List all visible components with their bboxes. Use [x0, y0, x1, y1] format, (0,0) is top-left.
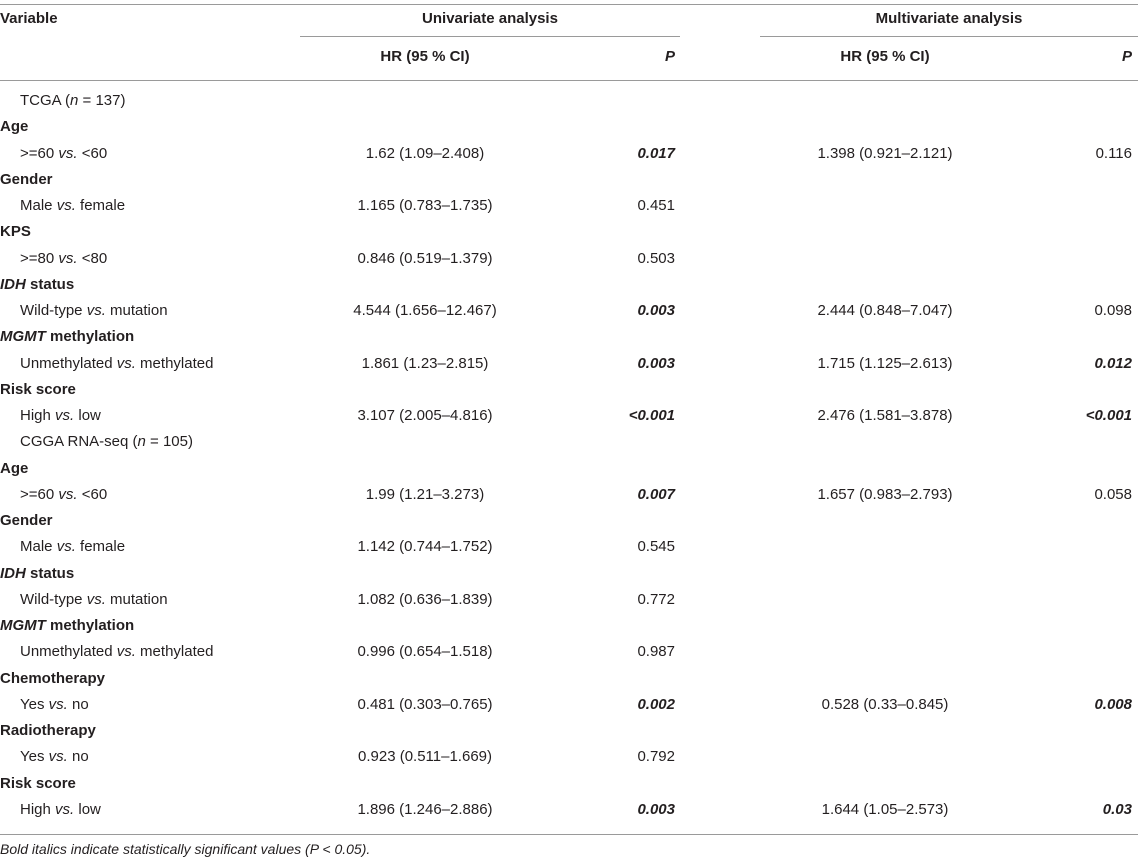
p-multivariate: <0.001 [1085, 407, 1132, 424]
hr-multivariate: 1.398 (0.921–2.121) [817, 145, 953, 162]
hr-univariate: 0.923 (0.511–1.669) [358, 748, 492, 765]
p-univariate: 0.002 [637, 696, 675, 713]
hr-multivariate: 0.528 (0.33–0.845) [821, 696, 949, 713]
table-top-rule [0, 4, 1138, 5]
hr-multivariate: 1.715 (1.125–2.613) [817, 355, 953, 372]
hr-univariate: 0.481 (0.303–0.765) [357, 696, 493, 713]
section-heading [0, 722, 96, 739]
hr-multivariate: 2.444 (0.848–7.047) [817, 302, 953, 319]
p-multivariate: 0.116 [1095, 145, 1132, 162]
comparison-post: mutation [105, 591, 168, 608]
hr-univariate: 1.142 (0.744–1.752) [357, 538, 493, 555]
cohort-label [20, 92, 125, 109]
section-heading [0, 328, 134, 345]
section-heading [0, 171, 53, 188]
comparison-post: methylated [135, 355, 214, 372]
section-heading [0, 460, 28, 477]
p-univariate: 0.772 [637, 591, 675, 608]
cohort-suffix: = 105) [145, 433, 193, 450]
section-heading [0, 670, 105, 687]
cohort-suffix: = 137) [78, 92, 126, 109]
comparison-label [20, 801, 101, 818]
section-label: Gender [0, 512, 53, 529]
section-label: status [25, 276, 75, 293]
comparison-vs: vs. [86, 302, 106, 319]
section-heading [0, 381, 76, 398]
hr-univariate: 0.996 (0.654–1.518) [357, 643, 493, 660]
section-label: Age [0, 118, 29, 135]
comparison-vs: vs. [86, 591, 106, 608]
comparison-vs: vs. [56, 197, 76, 214]
hr-univariate: 3.107 (2.005–4.816) [357, 407, 493, 424]
header-univariate: Univariate analysis [422, 10, 558, 27]
comparison-post: <60 [77, 145, 108, 162]
hr-univariate: 1.62 (1.09–2.408) [365, 145, 485, 162]
header-multivariate: Multivariate analysis [875, 10, 1023, 27]
header-hr-univariate: HR (95 % CI) [380, 48, 470, 65]
section-label: methylation [45, 328, 135, 345]
comparison-post: female [75, 197, 126, 214]
comparison-label [20, 355, 213, 372]
comparison-vs: vs. [55, 801, 75, 818]
comparison-post: no [67, 696, 89, 713]
p-univariate: 0.007 [637, 486, 675, 503]
comparison-label [20, 643, 213, 660]
gene-name: MGMT [0, 328, 46, 345]
p-univariate: 0.545 [637, 538, 675, 555]
comparison-label [20, 538, 125, 555]
hr-univariate: 1.165 (0.783–1.735) [357, 197, 493, 214]
hr-univariate: 1.082 (0.636–1.839) [357, 591, 493, 608]
p-multivariate: 0.098 [1094, 302, 1132, 319]
p-univariate: 0.003 [637, 801, 675, 818]
comparison-post: low [74, 407, 101, 424]
section-label: status [25, 565, 75, 582]
comparison-pre: Yes [20, 748, 49, 765]
comparison-label [20, 591, 168, 608]
comparison-vs: vs. [58, 250, 78, 267]
comparison-pre: High [20, 407, 56, 424]
p-multivariate: 0.012 [1094, 355, 1132, 372]
hr-multivariate: 2.476 (1.581–3.878) [817, 407, 953, 424]
p-univariate: 0.003 [637, 302, 675, 319]
comparison-post: <60 [77, 486, 108, 503]
p-univariate: 0.017 [637, 145, 675, 162]
comparison-pre: Unmethylated [20, 643, 117, 660]
univariate-underline [300, 36, 680, 37]
hr-univariate: 1.896 (1.246–2.886) [357, 801, 493, 818]
header-p-multivariate: P [1121, 48, 1132, 65]
hr-univariate: 4.544 (1.656–12.467) [353, 302, 497, 319]
hr-multivariate: 1.657 (0.983–2.793) [817, 486, 953, 503]
comparison-pre: >=60 [20, 486, 59, 503]
comparison-vs: vs. [116, 643, 136, 660]
comparison-pre: Wild-type [20, 591, 87, 608]
cohort-prefix: CGGA RNA-seq ( [20, 433, 138, 450]
section-label: Age [0, 460, 29, 477]
section-label: methylation [45, 617, 135, 634]
comparison-pre: >=60 [20, 145, 59, 162]
comparison-post: female [75, 538, 126, 555]
comparison-label [20, 197, 125, 214]
section-heading [0, 565, 74, 582]
comparison-pre: Male [20, 197, 57, 214]
section-label: Gender [0, 171, 53, 188]
comparison-label [20, 145, 107, 162]
p-univariate: 0.987 [637, 643, 675, 660]
header-p-univariate: P [664, 48, 675, 65]
comparison-pre: High [20, 801, 56, 818]
header-bottom-rule [0, 80, 1138, 81]
comparison-vs: vs. [116, 355, 136, 372]
table-bottom-rule [0, 834, 1138, 835]
comparison-vs: vs. [48, 696, 68, 713]
p-multivariate: 0.058 [1094, 486, 1132, 503]
comparison-label [20, 250, 107, 267]
cohort-n: n [70, 92, 79, 109]
p-univariate: 0.792 [637, 748, 675, 765]
cohort-label [20, 433, 193, 450]
comparison-post: low [74, 801, 101, 818]
p-univariate: <0.001 [628, 407, 675, 424]
section-heading [0, 223, 31, 240]
section-heading [0, 276, 74, 293]
comparison-label [20, 302, 168, 319]
comparison-label [20, 748, 89, 765]
multivariate-underline [760, 36, 1138, 37]
comparison-post: <80 [77, 250, 108, 267]
comparison-vs: vs. [55, 407, 75, 424]
comparison-vs: vs. [58, 486, 78, 503]
comparison-pre: Male [20, 538, 57, 555]
comparison-vs: vs. [56, 538, 76, 555]
comparison-post: mutation [105, 302, 168, 319]
comparison-pre: Wild-type [20, 302, 87, 319]
p-multivariate: 0.008 [1094, 696, 1132, 713]
section-heading [0, 617, 134, 634]
section-label: Risk score [0, 381, 76, 398]
hr-multivariate: 1.644 (1.05–2.573) [821, 801, 949, 818]
p-multivariate: 0.03 [1102, 801, 1132, 818]
comparison-pre: Unmethylated [20, 355, 117, 372]
table-footnote: Bold italics indicate statistically significant values (P < 0.05). [0, 841, 371, 857]
header-hr-multivariate: HR (95 % CI) [840, 48, 930, 65]
cohort-prefix: TCGA ( [20, 92, 71, 109]
hr-univariate: 1.99 (1.21–3.273) [365, 486, 485, 503]
comparison-vs: vs. [58, 145, 78, 162]
gene-name: IDH [0, 276, 26, 293]
p-univariate: 0.451 [637, 197, 675, 214]
hr-univariate: 1.861 (1.23–2.815) [361, 355, 489, 372]
p-univariate: 0.003 [637, 355, 675, 372]
section-label: Radiotherapy [0, 722, 96, 739]
comparison-label [20, 407, 101, 424]
gene-name: IDH [0, 565, 26, 582]
comparison-post: methylated [135, 643, 214, 660]
header-variable: Variable [0, 10, 58, 27]
p-univariate: 0.503 [637, 250, 675, 267]
comparison-vs: vs. [48, 748, 68, 765]
section-label: Risk score [0, 775, 76, 792]
section-label: Chemotherapy [0, 670, 106, 687]
comparison-post: no [67, 748, 89, 765]
comparison-pre: Yes [20, 696, 49, 713]
gene-name: MGMT [0, 617, 46, 634]
section-heading [0, 118, 28, 135]
comparison-label [20, 486, 107, 503]
hr-univariate: 0.846 (0.519–1.379) [357, 250, 493, 267]
comparison-pre: >=80 [20, 250, 59, 267]
cohort-n: n [137, 433, 146, 450]
section-heading [0, 512, 53, 529]
comparison-label [20, 696, 89, 713]
section-label: KPS [0, 223, 31, 240]
section-heading [0, 775, 76, 792]
